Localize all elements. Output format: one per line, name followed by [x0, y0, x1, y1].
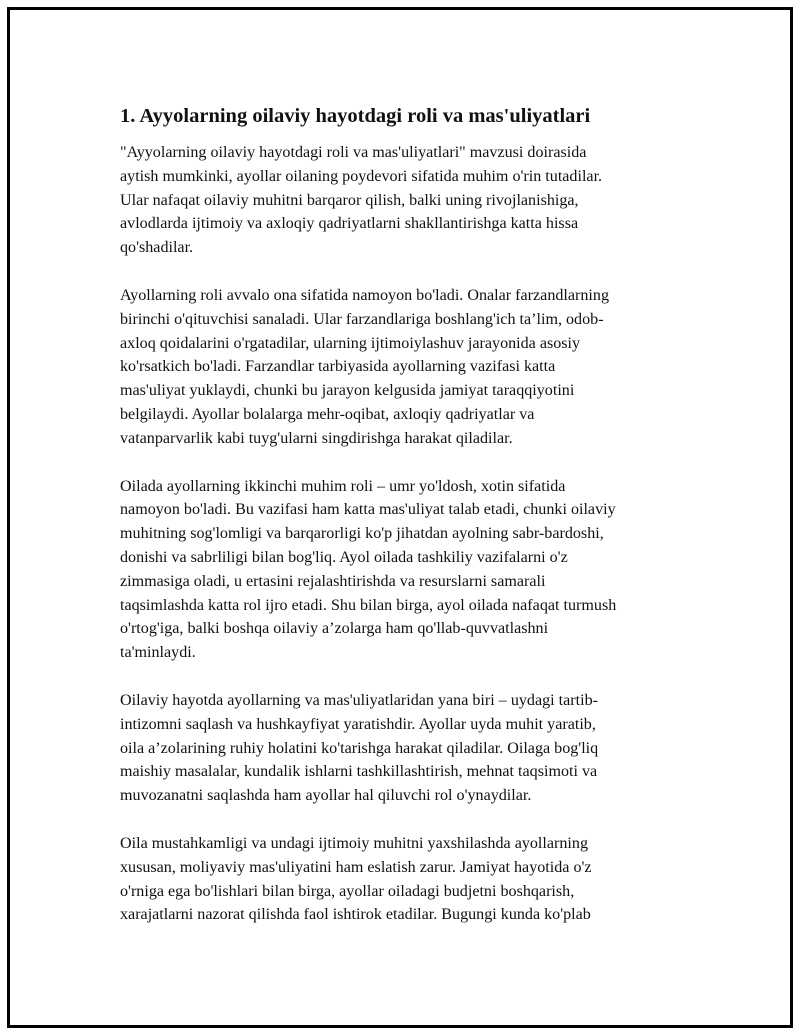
text-line: intizomni saqlash va hushkayfiyat yaratishdir. Ayollar uyda muhit yaratib,	[120, 715, 596, 733]
text-line: donishi va sabrliligi bilan bog'liq. Ayol oilada tashkiliy vazifalarni o'z	[120, 548, 568, 566]
text-line: Oila mustahkamligi va undagi ijtimoiy muhitni yaxshilashda ayollarning	[120, 834, 588, 852]
document-content	[120, 102, 700, 951]
paragraph-4	[120, 689, 700, 808]
text-line: axloq qoidalarini o'rgatadilar, ularning ijtimoiylashuv jarayonida asosiy	[120, 334, 581, 352]
text-line: belgilaydi. Ayollar bolalarga mehr-oqibat, axloqiy qadriyatlar va	[120, 405, 535, 423]
text-line: qo'shadilar.	[120, 239, 194, 257]
text-line: xususan, moliyaviy mas'uliyatini ham eslatish zarur. Jamiyat hayotida o'z	[120, 858, 592, 876]
text-line: Ular nafaqat oilaviy muhitni barqaror qilish, balki uning rivojlanishiga,	[120, 191, 579, 209]
text-line: birinchi o'qituvchisi sanaladi. Ular farzandlariga boshlang'ich ta’lim, odob-	[120, 310, 604, 328]
text-line: o'rtog'iga, balki boshqa oilaviy a’zolarga ham qo'llab-quvvatlashni	[120, 620, 549, 638]
text-line: Oilaviy hayotda ayollarning va mas'uliyatlaridan yana biri – uydagi tartib-	[120, 691, 598, 709]
text-line: zimmasiga oladi, u ertasini rejalashtirishda va resurslarni samarali	[120, 572, 546, 590]
text-line: aytish mumkinki, ayollar oilaning poydevori sifatida muhim o'rin tutadilar.	[120, 167, 603, 185]
text-line: oila a’zolarining ruhiy holatini ko'tarishga harakat qiladilar. Oilaga bog'liq	[120, 739, 599, 757]
text-line: muvozanatni saqlashda ham ayollar hal qiluvchi rol o'ynaydilar.	[120, 787, 532, 805]
text-line: Oilada ayollarning ikkinchi muhim roli – umr yo'ldosh, xotin sifatida	[120, 477, 566, 495]
text-line: "Ayyolarning oilaviy hayotdagi roli va mas'uliyatlari" mavzusi doirasida	[120, 144, 587, 161]
text-line: maishiy masalalar, kundalik ishlarni tashkillashtirish, mehnat taqsimoti va	[120, 763, 598, 781]
page-frame	[7, 7, 793, 1028]
text-line: o'rniga ega bo'lishlari bilan birga, ayollar oiladagi budjetni boshqarish,	[120, 882, 575, 900]
text-line: taqsimlashda katta rol ijro etadi. Shu bilan birga, ayol oilada nafaqat turmush	[120, 596, 617, 614]
paragraph-5	[120, 832, 700, 927]
paragraph-3	[120, 475, 700, 665]
paragraph-2	[120, 284, 700, 451]
text-line: avlodlarda ijtimoiy va axloqiy qadriyatlarni shakllantirishga katta hissa	[120, 215, 579, 233]
text-line: namoyon bo'ladi. Bu vazifasi ham katta mas'uliyat talab etadi, chunki oilaviy	[120, 501, 616, 519]
paragraph-1	[120, 141, 700, 260]
text-line: vatanparvarlik kabi tuyg'ularni singdirishga harakat qiladilar.	[120, 429, 513, 447]
text-line: muhitning sog'lomligi va barqarorligi ko'p jihatdan ayolning sabr-bardoshi,	[120, 525, 604, 543]
text-line: Ayollarning roli avvalo ona sifatida namoyon bo'ladi. Onalar farzandlarning	[120, 286, 609, 304]
document-title: 1. Ayyolarning oilaviy hayotdagi roli va mas'uliyatlari	[120, 105, 591, 127]
text-line: ta'minlaydi.	[120, 644, 196, 662]
text-line: mas'uliyat yuklaydi, chunki bu jarayon kelgusida jamiyat taraqqiyotini	[120, 382, 575, 400]
text-line: xarajatlarni nazorat qilishda faol ishtirok etadilar. Bugungi kunda ko'plab	[120, 906, 591, 924]
text-line: ko'rsatkich bo'ladi. Farzandlar tarbiyasida ayollarning vazifasi katta	[120, 358, 556, 376]
